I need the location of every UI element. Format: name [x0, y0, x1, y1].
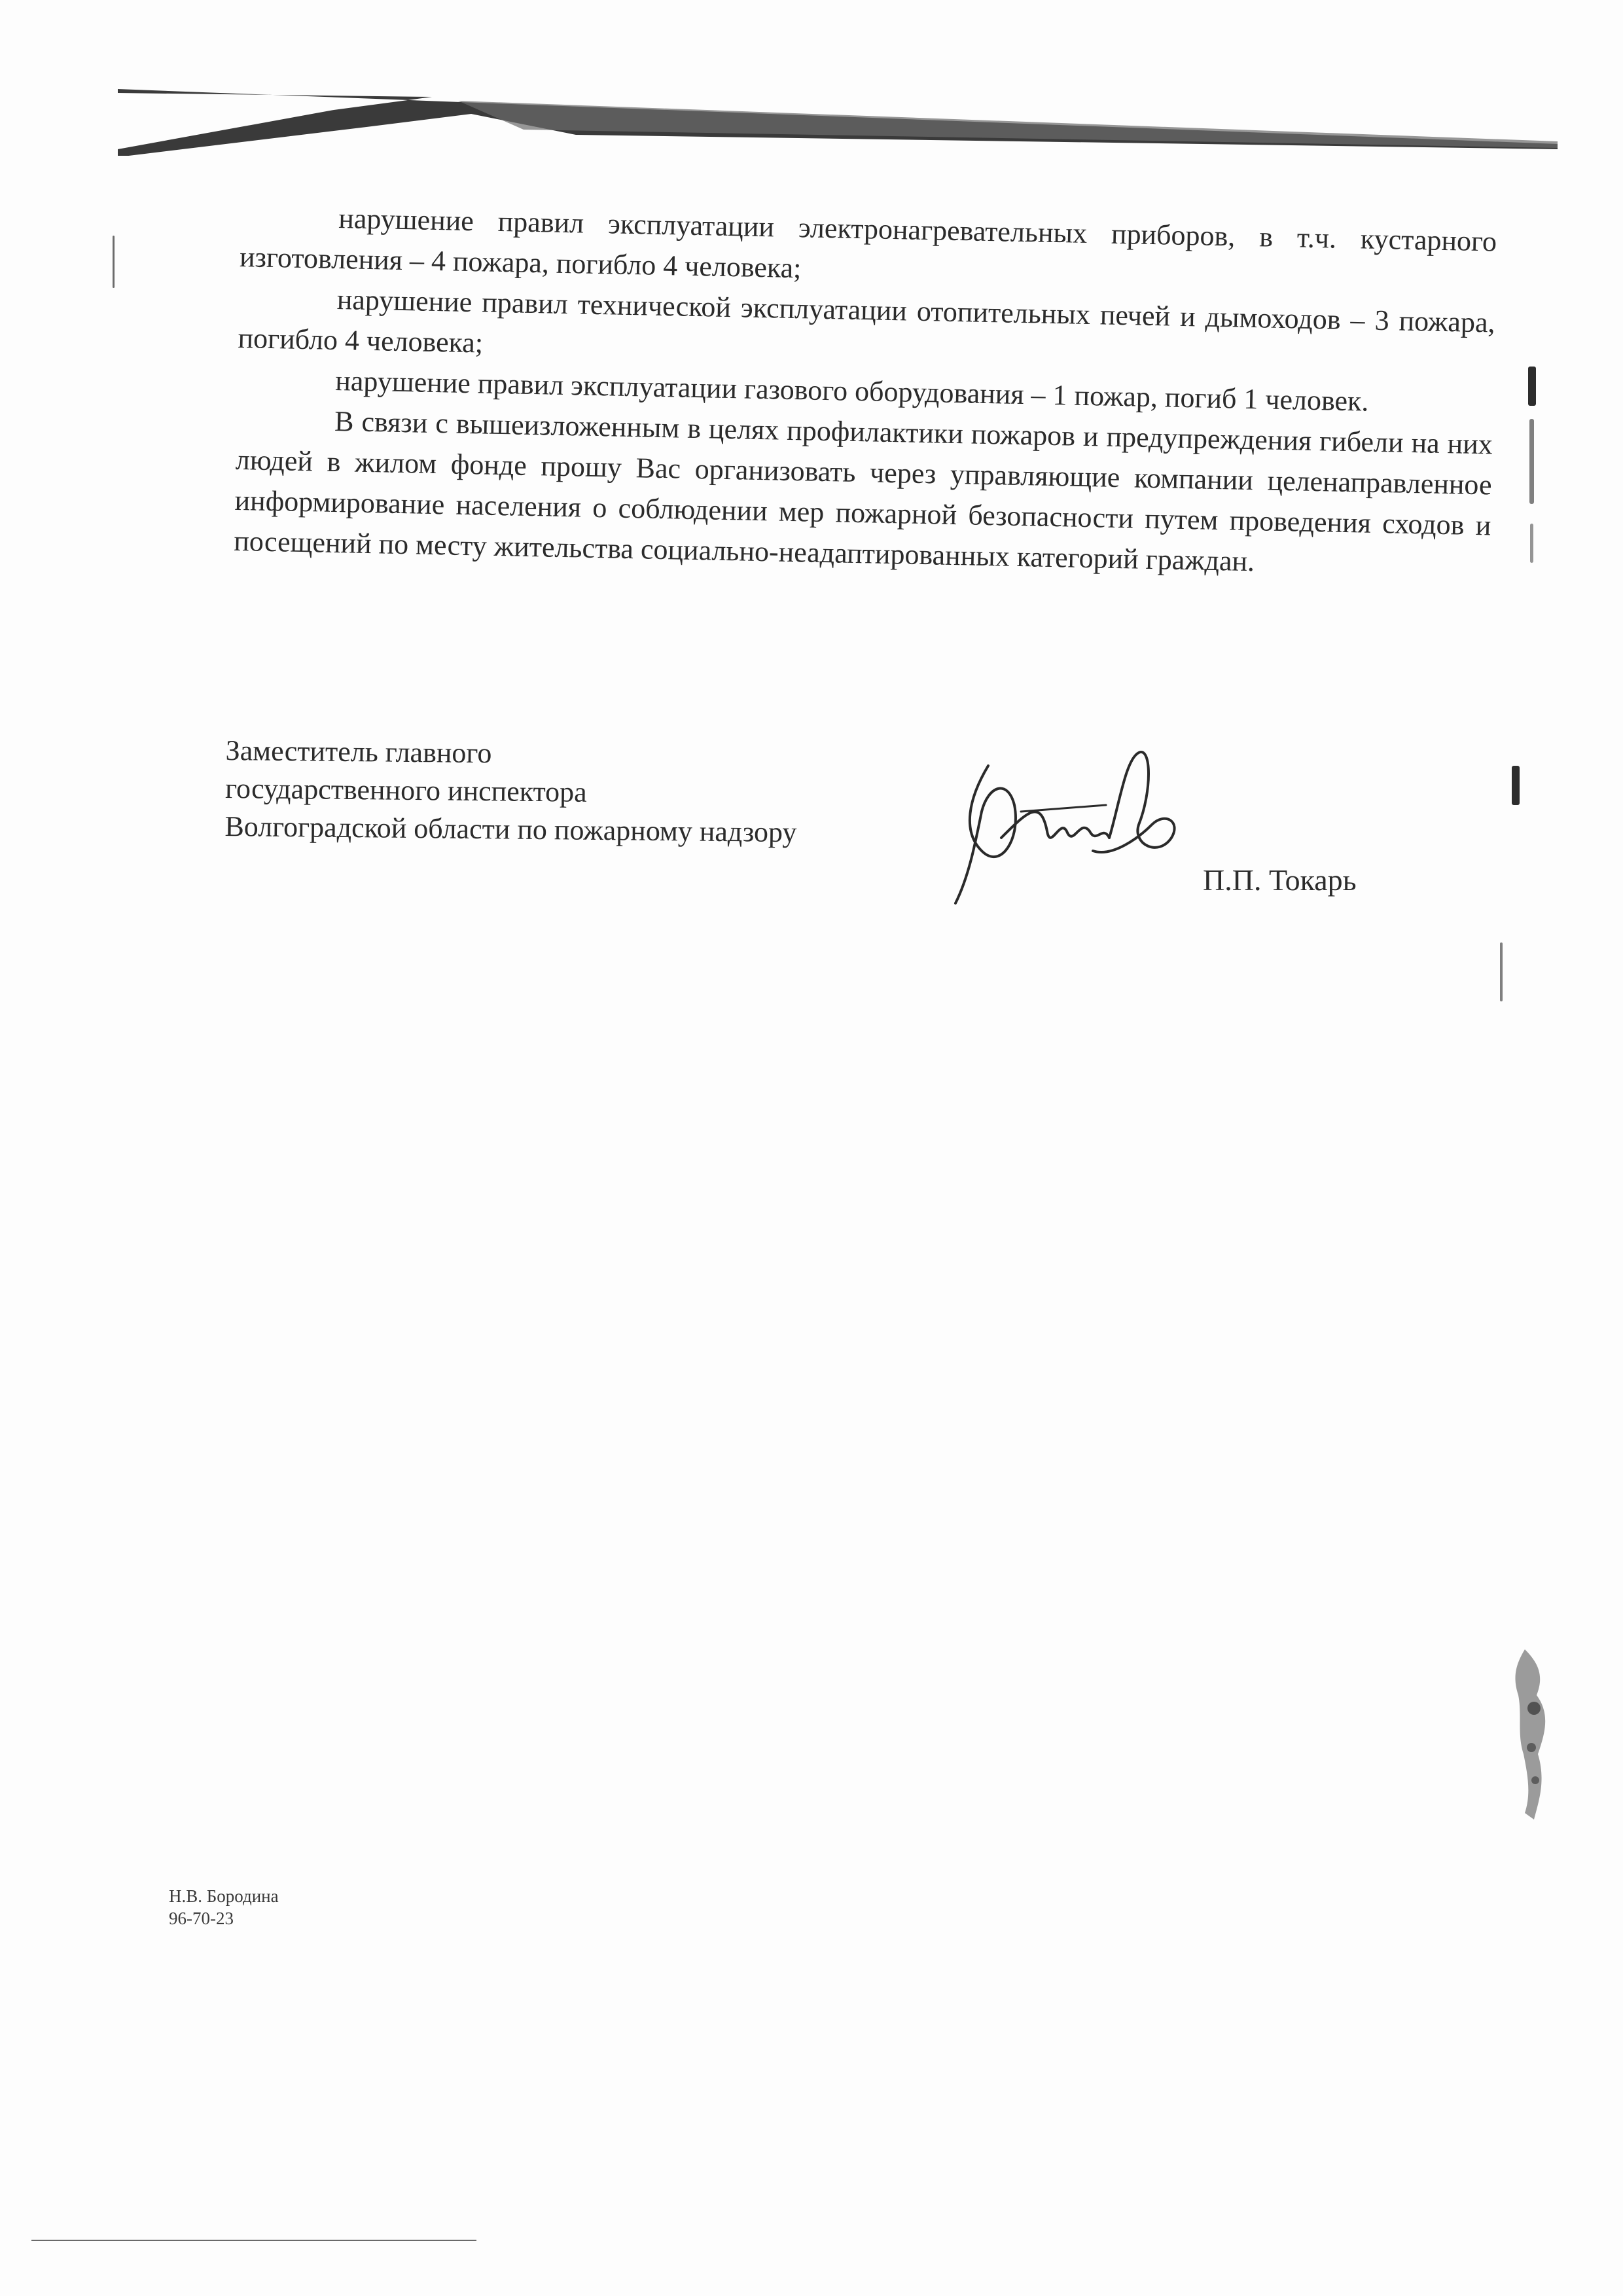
paragraph-stoves: нарушение правил технической эксплуатации отопительных печей и дымоходов – 3 пожара, погибло 4 человека;	[238, 283, 1496, 359]
executor-name: Н.В. Бородина	[169, 1886, 279, 1906]
scan-artifact-left-mark	[113, 236, 115, 288]
scan-artifact-right-mark	[1512, 766, 1520, 805]
scan-artifact-right-mark	[1530, 524, 1533, 563]
position-line: Волгоградской области по пожарному надзору	[224, 810, 797, 849]
scan-artifact-top-band	[118, 84, 1558, 156]
paragraph-electric-devices: нарушение правил эксплуатации электронагревательных приборов, в т.ч. кустарного изготовления – 4 пожара, погибло 4 человека;	[239, 202, 1497, 285]
scan-artifact-right-mark	[1500, 942, 1503, 1001]
handwritten-signature	[942, 740, 1191, 910]
position-line: Заместитель главного	[225, 734, 492, 770]
scan-artifact-right-mark	[1528, 367, 1536, 406]
executor-info	[169, 1885, 279, 1929]
position-line: государственного инспектора	[224, 772, 587, 808]
footer-divider	[31, 2240, 476, 2241]
scan-artifact-smudge	[1505, 1649, 1558, 1820]
body-text	[234, 196, 1497, 586]
signatory-name: П.П. Токарь	[1203, 863, 1357, 897]
executor-phone: 96-70-23	[169, 1909, 234, 1928]
paragraph-gas-equipment: нарушение правил эксплуатации газового оборудования – 1 пожар, погиб 1 человек.	[334, 364, 1369, 418]
paragraph-request: В связи с вышеизложенным в целях профилактики пожаров и предупреждения гибели на них людей в жилом фонде прошу Вас организовать через управляющие компании целенаправленное информирование населения о соблюдении мер пожарной безопасности путем проведения сходов и посещений по месту жительства социально-неадаптированных категорий граждан.	[233, 404, 1493, 578]
scan-artifact-right-mark	[1529, 419, 1534, 504]
signature-position	[224, 732, 798, 852]
